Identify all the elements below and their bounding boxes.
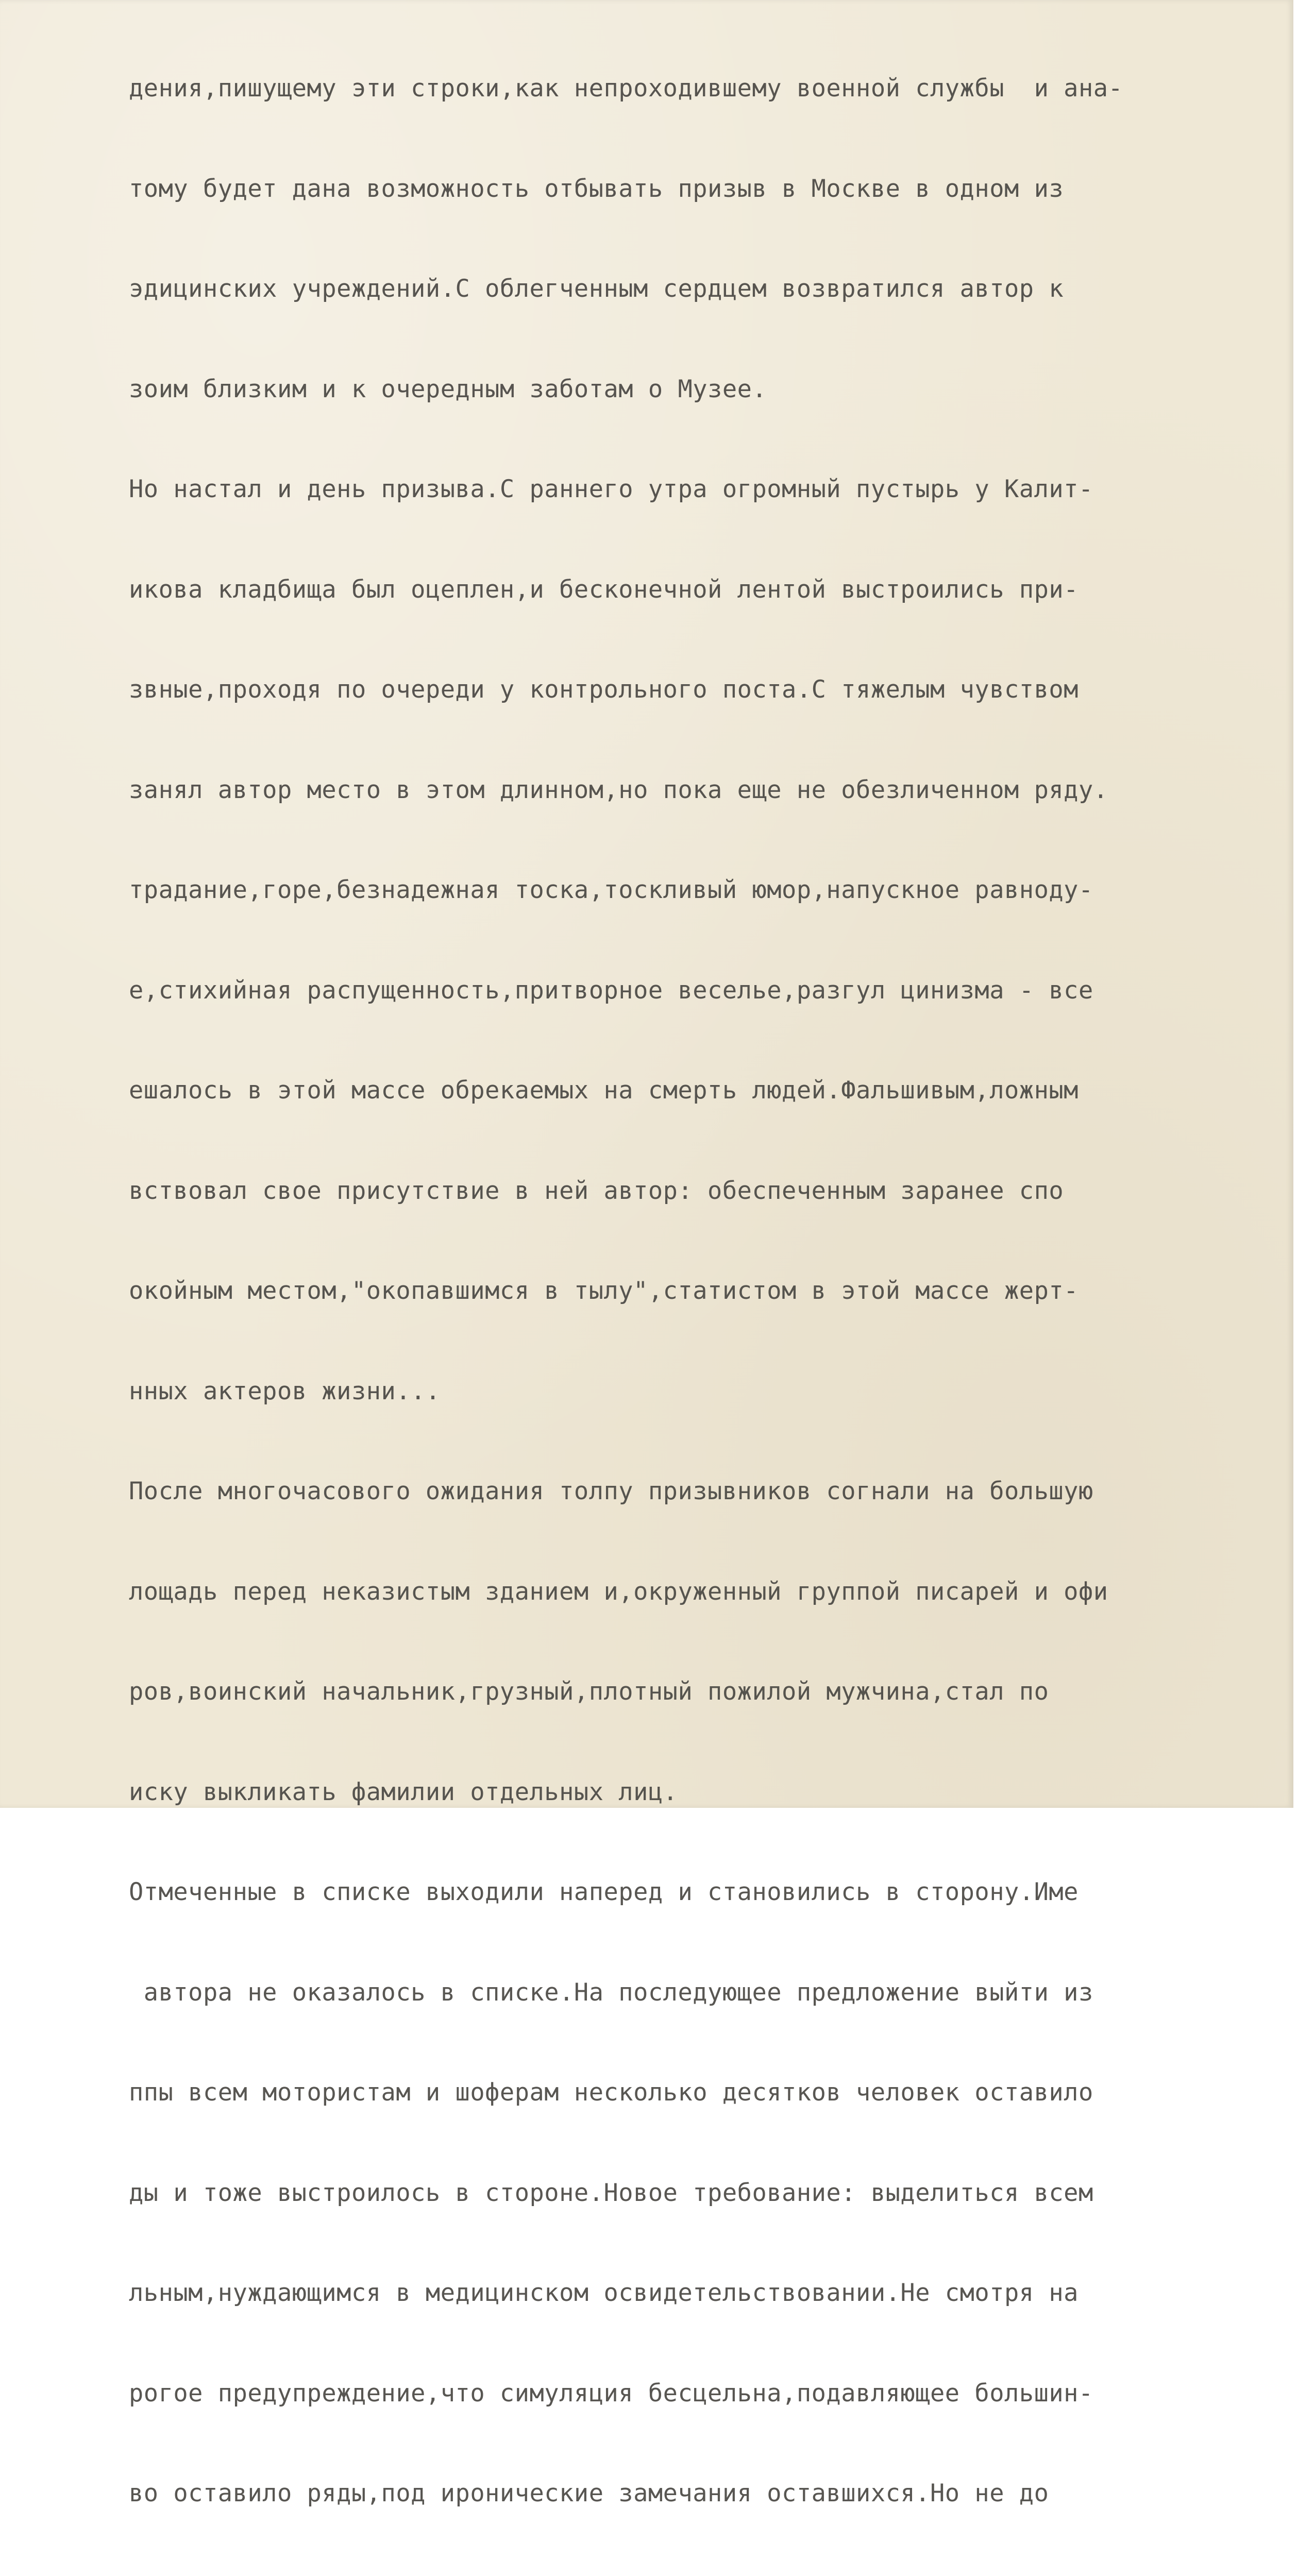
text-line: ды и тоже выстроилось в стороне.Новое требование: выделиться всем <box>129 2172 1283 2215</box>
text-line: тому будет дана возможность отбывать призыв в Москве в одном из <box>129 167 1283 211</box>
text-line: во оставило ряды,под иронические замечания оставшихся.Но не до <box>129 2472 1283 2516</box>
text-line: икова кладбища был оцеплен,и бесконечной лентой выстроились при- <box>129 568 1283 612</box>
text-line: лощадь перед неказистым зданием и,окруженный группой писарей и офи <box>129 1570 1283 1614</box>
text-line: рогое предупреждение,что симуляция бесцельна,подавляющее большин- <box>129 2372 1283 2416</box>
text-line: е,стихийная распущенность,притворное веселье,разгул цинизма - все <box>129 969 1283 1013</box>
text-line: вствовал свое присутствие в ней автор: обеспеченным заранее спо <box>129 1170 1283 1213</box>
text-line: автора не оказалось в списке.На последующее предложение выйти из <box>129 1971 1283 2015</box>
text-line: Но настал и день призыва.С раннего утра огромный пустырь у Калит- <box>129 468 1283 512</box>
text-line: льным,нуждающимся в медицинском освидетельствовании.Не смотря на <box>129 2272 1283 2315</box>
document-body <box>129 10 1283 2576</box>
text-line: зоим близким и к очередным заботам о Музее. <box>129 368 1283 412</box>
text-line: ешалось в этой массе обрекаемых на смерть людей.Фальшивым,ложным <box>129 1069 1283 1113</box>
text-line: занял автор место в этом длинном,но пока еще не обезличенном ряду. <box>129 769 1283 812</box>
text-line: звные,проходя по очереди у контрольного поста.С тяжелым чувством <box>129 668 1283 712</box>
scan-margin <box>1293 0 1314 1808</box>
text-line: дения,пишущему эти строки,как непроходившему военной службы и ана- <box>129 67 1283 111</box>
text-line: Отмеченные в списке выходили наперед и становились в сторону.Име <box>129 1871 1283 1914</box>
text-line: иску выкликать фамилии отдельных лиц. <box>129 1771 1283 1815</box>
text-line: эдицинских учреждений.С облегченным сердцем возвратился автор к <box>129 267 1283 311</box>
text-line: После многочасового ожидания толпу призывников согнали на большую <box>129 1470 1283 1514</box>
text-line: традание,горе,безнадежная тоска,тоскливый юмор,напускное равноду- <box>129 869 1283 912</box>
text-line: нных актеров жизни... <box>129 1370 1283 1414</box>
text-line: ров,воинский начальник,грузный,плотный пожилой мужчина,стал по <box>129 1670 1283 1714</box>
text-line: окойным местом,"окопавшимся в тылу",статистом в этой массе жерт- <box>129 1269 1283 1313</box>
text-line: ппы всем мотористам и шоферам несколько десятков человек оставило <box>129 2071 1283 2115</box>
text-line <box>129 2572 1283 2576</box>
